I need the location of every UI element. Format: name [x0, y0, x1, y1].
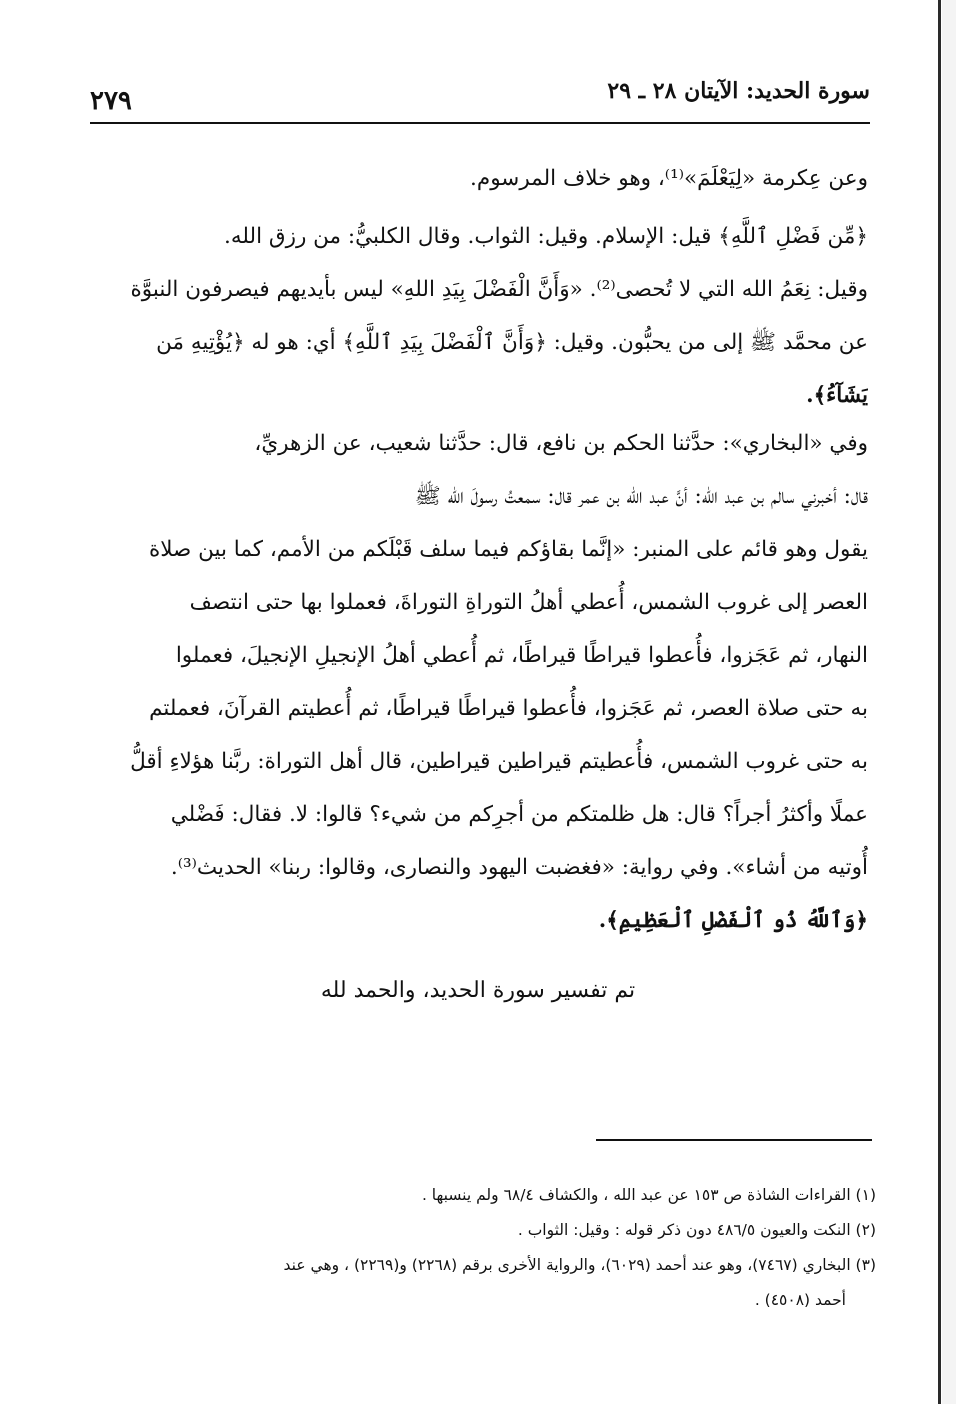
text-line: يَشَآءُ﴾.: [806, 383, 868, 408]
surah-closing-line: تم تفسير سورة الحديد، والحمد لله: [320, 978, 636, 1003]
text-line: وعن عِكرمة «لِيَعْلَمَ»⁽¹⁾، وهو خلاف المرسوم.: [470, 166, 868, 191]
text-line: النهار، ثم عَجَزوا، فأُعطوا قيراطًا قيراطًا، ثم أُعطي أهلُ الإنجيلِ الإنجيلَ، فعملوا: [175, 643, 868, 668]
header-rule: [90, 122, 870, 124]
footnote-2: (٢) النكت والعيون ٤٨٦/٥ دون ذكر قوله : وقيل: الثواب .: [517, 1221, 876, 1239]
footnote-1: (١) القراءات الشاذة ص ١٥٣ عن عبد الله ، والكشاف ٦٨/٤ ولم ينسبها .: [421, 1186, 876, 1204]
text-line: أُوتيه من أشاء». وفي رواية: «فغضبت اليهود والنصارى، وقالوا: ربنا» الحديث⁽³⁾.: [170, 855, 868, 880]
text-line: ﴿مِّن فَضْلِ ٱللَّهِ﴾ قيل: الإسلام. وقيل: الثواب. وقال الكلبيُّ: من رزق الله.: [224, 224, 868, 249]
paragraph-fadl-allah: [92, 210, 868, 422]
text-line: وقيل: نِعَمُ الله التي لا تُحصى⁽²⁾. «وَأَنَّ الْفَضْلَ بِيَدِ اللهِ» ليس بأيديهم فيصرفون النبوَّة: [130, 277, 868, 302]
scan-edge-line: [938, 0, 941, 1404]
text-line: عن محمَّد ﷺ إلى من يحبُّون. وقيل: ﴿وَأَنَّ ٱلْفَضْلَ بِيَدِ ٱللَّهِ﴾ أي: هو له ﴿يُؤْتِيهِ مَن: [156, 330, 868, 355]
text-line: عملًا وأكثرُ أجراً؟ قال: هل ظلمتكم من أجرِكم من شيء؟ قالوا: لا. فقال: فَضْلي: [170, 802, 868, 827]
header-title: سورة الحديد: الآيتان ٢٨ ـ ٢٩: [607, 78, 870, 104]
running-header: [90, 78, 870, 122]
footnote-3: (٣) البخاري (٧٤٦٧)، وهو عند أحمد (٦٠٢٩)، والرواية الأخرى برقم (٢٢٦٨) و(٢٢٦٩) ، وهي عند: [283, 1256, 876, 1274]
page-number: ٢٧٩: [90, 86, 132, 116]
text-line: ﴿وَٱللَّهُ ذُو ٱلْفَضْلِ ٱلْعَظِيمِ﴾.: [598, 908, 868, 933]
footnote-separator: [596, 1139, 872, 1141]
text-line: وفي «البخاري»: حدَّثنا الحكم بن نافع، قال: حدَّثنا شعيب، عن الزهريِّ،: [254, 431, 868, 456]
text-line: به حتى غروب الشمس، فأُعطيتم قيراطين قيراطين، قال أهل التوراة: ربَّنا هؤلاءِ أقلُّ: [130, 749, 868, 774]
text-line: به حتى صلاة العصر، ثم عَجَزوا، فأُعطوا قيراطًا قيراطًا، ثم أُعطيتم القرآنَ، فعملتم: [149, 696, 868, 721]
footnote-3-continued: أحمد (٤٥٠٨) .: [754, 1291, 846, 1309]
text-line: يقول وهو قائم على المنبر: «إنَّما بقاؤكم فيما سلف قَبْلَكم من الأمم، كما بين صلاة: [148, 537, 868, 562]
text-line: قال: أخبرني سالم بن عبد الله: أنَّ عبد الله بن عمر قال: سمعتُ رسولَ الله ﷺ: [414, 484, 868, 509]
text-line: العصر إلى غروب الشمس، أُعطي أهلُ التوراةِ التوراةَ، فعملوا بها حتى انتصف: [189, 590, 868, 615]
scan-edge-margin: [942, 0, 956, 1404]
paragraph-bukhari-hadith: [92, 417, 868, 947]
paragraph-ikrimah: [92, 152, 868, 205]
footnotes: [104, 1178, 876, 1318]
